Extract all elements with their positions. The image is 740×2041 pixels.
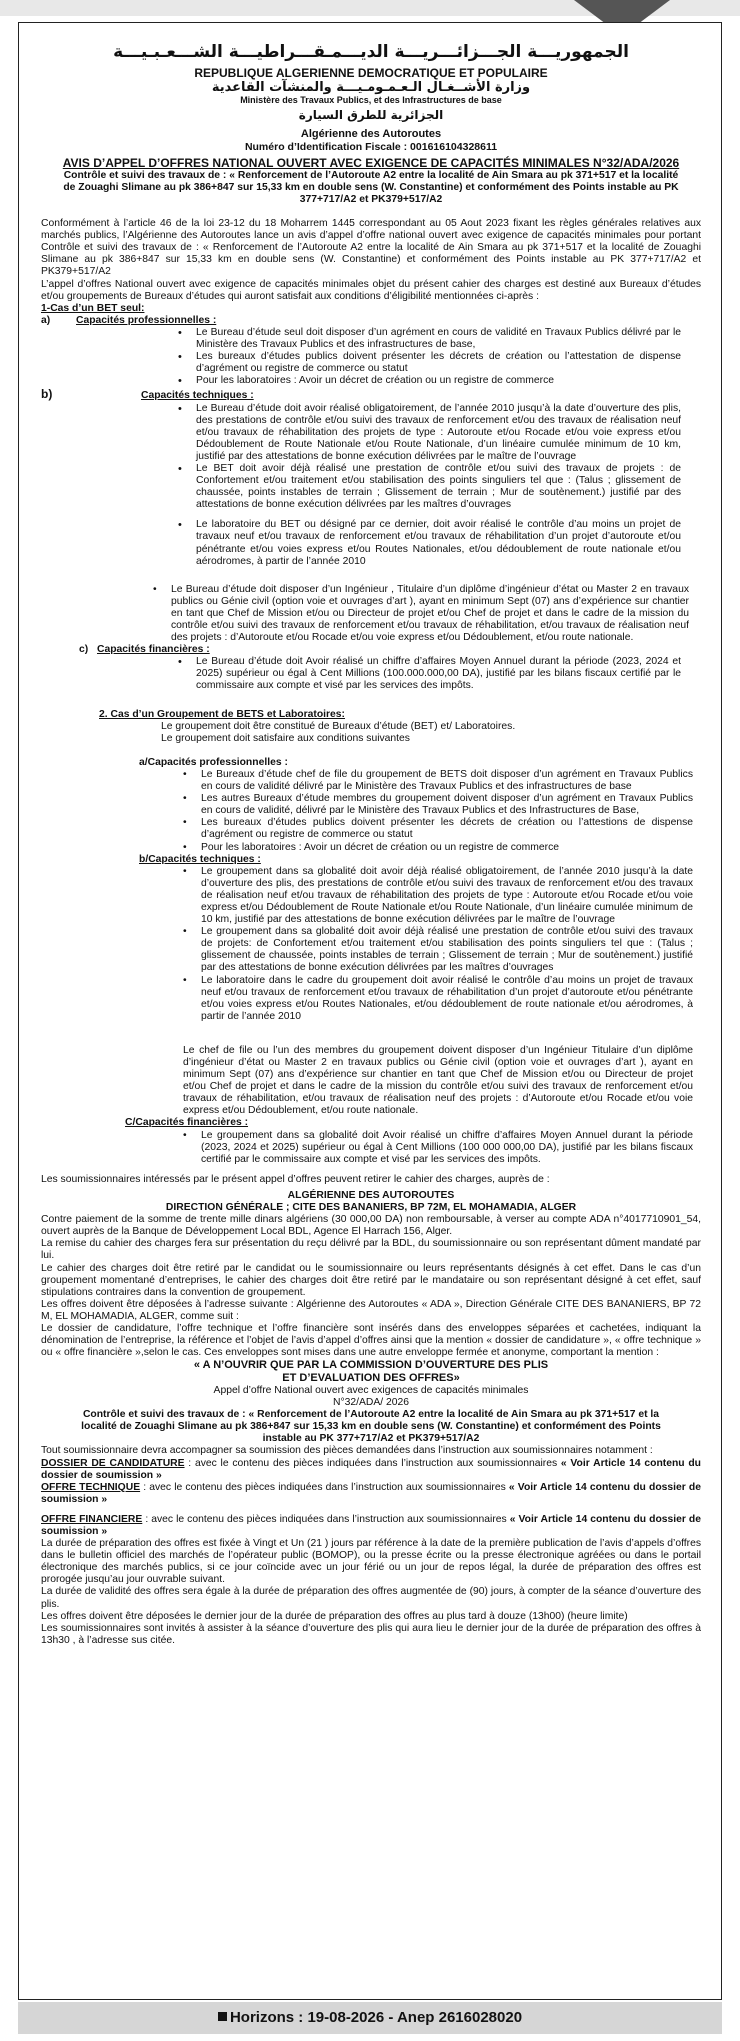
case1-a-item: • Les bureaux d’études publics doivent présenter les décrets de création ou l’attestation de dispense d’agrément ou registre de commerce ou statut <box>41 351 701 375</box>
case1-b-personnel: • Le Bureau d’étude doit disposer d’un Ingénieur , Titulaire d’un diplôme d’ingénieur d’état ou Master 2 en travaux publics ou Génie civil (option voie et ouvrages d’art ), ayant en minimum Sept (07) ans d’expérience sur chantier en tant que Chef de Mission et/ou ou Directeur de projet et/ou Chef de projet et dans le cadre de la mission du contrôle et/ou suivi des travaux de renforcement et/ou travaux de réhabilitation, et/ou travaux de réalisation neuf des projets : d’Autoroute et/ou Rocade et/ou voie express et/ou Dédoublement, et/ou route nationale. <box>41 584 701 644</box>
case1-c-title: Capacités financières : <box>97 644 210 656</box>
project-object: Contrôle et suivi des travaux de : « Renforcement de l’Autoroute A2 entre la localité de Ain Smara au pk 371+517 et la localité de Zouaghi Slimane au pk 386+847 sur 15,33 km en double sens (W. Constantine) et conformément des Points instable au PK 377+717/A2 et PK379+517/A2 <box>63 169 679 206</box>
closing-paragraph: La durée de préparation des offres est fixée à Vingt et Un (21 ) jours par référence à la date de la première publication de l’avis d’appels d’offres dans le bulletin officiel des marchés de l’opérateur public (BOMOP), ou la presse écrite ou la presse électronique agréées ou dans le portail électronique des marchés publics, si ce jour coïncide avec un jour férié ou un jour de repos légal, la durée de préparation des offres est prorogée jusqu’au jour ouvrable suivant. <box>41 1538 701 1586</box>
publication-footer <box>18 2002 722 2034</box>
closing-paragraph: La durée de validité des offres sera égale à la durée de préparation des offres augmentée de (90) jours, à compter de la séance d’ouverture des plis. <box>41 1586 701 1610</box>
withdraw-paragraph: Le dossier de candidature, l’offre technique et l’offre financière sont insérés dans des enveloppes séparées et cachetées, indiquant la dénomination de l’entreprise, la référence et l’objet de l’avis d’appel d’offres ainsi que la mention « dossier de candidature », « offre technique » ou « offre financière »,selon le cas. Ces enveloppes sont mises dans une autre enveloppe fermée et anonyme, comportant la mention : <box>41 1322 701 1359</box>
case2-b-item: • Le groupement dans sa globalité doit avoir déjà réalisé une prestation de contrôle et/ou suivi des travaux de projets: de Confortement et/ou traitement et/ou stabilisation des points singuliers tel que : (Talus ; glissement de chaussée, points instables de terrain ; Glissement de terrain ; Mur de soutènement.) justifié par des attestations de bonne exécution délivrées par les maîtres d’ouvrages <box>41 926 701 974</box>
case1-b-item: • Le Bureau d’étude doit avoir réalisé obligatoirement, de l’année 2010 jusqu’à la date d’ouverture des plis, des prestations de contrôle et/ou suivi des travaux de renforcement et/ou des travaux de réalisation neuf et/ou travaux de réhabilitation des projets de type : Autoroute et/ou Rocade et/ou voie express et/ou Dédoublement de Route Nationale et/ou Route Nationale, d’un linéaire cumulée minimum de 10 km, justifié par des attestations de bonne exécution délivrées par le maître de l’ouvrage <box>41 403 701 463</box>
fiscal-id: Numéro d’Identification Fiscale : 001616104328611 <box>244 140 498 153</box>
envelope-object: Contrôle et suivi des travaux de : « Renforcement de l’Autoroute A2 entre la localité de Ain Smara au pk 371+517 et la localité de Zouaghi Slimane au pk 386+847 sur 15,33 km en double sens (W. Constantine) et conformément des Points instable au PK 377+717/A2 et PK379+517/A2 <box>81 1409 661 1445</box>
envelope-mention-2: ET D’EVALUATION DES OFFRES» <box>282 1372 460 1385</box>
ministry-name: Ministère des Travaux Publics, et des Infrastructures de base <box>240 95 502 106</box>
case2-c-item: • Le groupement dans sa globalité doit Avoir réalisé un chiffre d’affaires Moyen Annuel durant la période (2023, 2024 et 2025) supérieur ou égal à Cent Millions (100 000 000,00 DA), justifié par les bilans fiscaux certifié par le commissaire aux compte et visé par les services des impôts. <box>41 1130 701 1166</box>
docs-financiere-label: OFFRE FINANCIERE <box>41 1513 143 1525</box>
arabic-republic-title: الجمهوريـــة الجـــزائـــريـــة الديـــمـقـــراطيـــة الشـــعـبـيـــة <box>113 42 629 62</box>
footer-text: Horizons : 19-08-2026 - Anep 2616028020 <box>229 2009 523 2026</box>
case2-line1: Le groupement doit être constitué de Bureaux d’étude (BET) et/ Laboratoires. <box>161 720 516 732</box>
case1-a-item: • Le Bureau d’étude seul doit disposer d’un agrément en cours de validité en Travaux Publics délivré par le Ministère des Travaux Publics et des infrastructures de base, <box>41 327 701 351</box>
case2-b-personnel: Le chef de file ou l’un des membres du groupement doivent disposer d’un Ingénieur Titulaire d’un diplôme d’ingénieur d’état ou Master 2 en travaux publics ou Génie civil (option voie et ouvrages d’art ), ayant en minimum Sept (07) ans d’expérience sur chantier en tant que Chef de Mission et/ou ou Directeur de projet et/ou Chef de projet et dans le cadre de la mission du contrôle et/ou suivi des travaux de renforcement et/ou travaux de réhabilitation, et/ou travaux de réalisation neuf des projets : d’Autoroute et/ou Rocade et/ou voie express et/ou Dédoublement, et/ou route nationale. <box>183 1044 693 1117</box>
withdraw-paragraph: La remise du cahier des charges fera sur présentation du reçu délivré par la BDL, du soumissionnaire ou son représentant dûment mandaté par lui. <box>41 1238 701 1262</box>
case1-title: 1-Cas d’un BET seul: <box>41 302 145 314</box>
case1-c-key: c) <box>79 644 89 656</box>
docs-technique <box>41 1482 701 1506</box>
docs-candidature-text: : avec le contenu des pièces indiquées dans l’instruction aux soumissionnaires <box>184 1457 561 1469</box>
closing-paragraph: Les offres doivent être déposées le dernier jour de la durée de préparation des offres au plus tard à douze (13h00) (heure limite) <box>41 1610 628 1622</box>
case2-a-title: a/Capacités professionnelles : <box>139 756 288 768</box>
case2-line2: Le groupement doit satisfaire aux conditions suivantes <box>161 732 410 744</box>
footer-square-icon <box>218 2012 227 2021</box>
docs-intro: Tout soumissionnaire devra accompagner sa soumission des pièces demandées dans l’instruction aux soumissionnaires notamment : <box>41 1445 653 1457</box>
case1-a-heading <box>41 315 701 327</box>
agency-name: Algérienne des Autoroutes <box>300 127 442 140</box>
case1-a-title: Capacités professionnelles : <box>76 314 217 326</box>
case1-b-item: • Le laboratoire du BET ou désigné par ce dernier, doit avoir réalisé le contrôle d’au moins un projet de travaux neuf et/ou travaux de renforcement et/ou travaux de réhabilitation d’un projet d’autoroute et/ou pénétrante et/ou voies express et/ou Routes Nationales, et/ou dédoublement de route nationale et/ou aérodromes, à partir de l’année 2010 <box>41 519 701 567</box>
case1-a-item: • Pour les laboratoires : Avoir un décret de création ou un registre de commerce <box>41 375 701 387</box>
case2-a-item: • Le Bureaux d’étude chef de file du groupement de BETS doit disposer d’un agrément en Travaux Publics en cours de validité délivré par le Ministère des Travaux Publics et des infrastructures de base <box>41 769 701 793</box>
case2-b-item: • Le laboratoire dans le cadre du groupement doit avoir réalisé le contrôle d’au moins un projet de travaux neuf et/ou travaux de renforcement et/ou travaux de réhabilitation d’un projet d’autoroute et/ou pénétrante et/ou voies express et/ou Routes Nationales, et/ou dédoublement de route nationale et/ou aérodromes, à partir de l’année 2010 <box>41 975 701 1023</box>
arabic-agency: الجزائرية للطرق السيارة <box>298 107 444 122</box>
docs-financiere <box>41 1514 701 1538</box>
docs-candidature <box>41 1458 701 1482</box>
notice-title <box>41 156 701 170</box>
republic-title: REPUBLIQUE ALGERIENNE DEMOCRATIQUE ET POPULAIRE <box>194 65 548 80</box>
docs-technique-text: : avec le contenu des pièces indiquées dans l’instruction aux soumissionnaires <box>140 1481 509 1493</box>
envelope-mention-3: Appel d’offre National ouvert avec exigences de capacités minimales <box>213 1384 529 1396</box>
case1-b-heading <box>41 387 701 402</box>
notice-title-part-a: AVIS D’APPEL D’OFFRES NATIONAL OUVERT <box>62 155 327 170</box>
withdraw-intro: Les soumissionnaires intéressés par le présent appel d’offres peuvent retirer le cahier des charges, auprès de : <box>41 1173 550 1185</box>
withdraw-address-1: ALGÉRIENNE DES AUTOROUTES <box>287 1189 455 1201</box>
envelope-mention-4: N°32/ADA/ 2026 <box>332 1397 409 1409</box>
case1-b-item: • Le BET doit avoir déjà réalisé une prestation de contrôle et/ou suivi des travaux de projets : de Confortement et/ou traitement et/ou stabilisation des points singuliers tel que : (Talus ; glissement de chaussée, points instables de terrain ; Glissement de terrain ; Mur de soutènement.) justifié par des attestations de bonne exécution délivrées par les maîtres d’ouvrages <box>41 463 701 511</box>
case1-c-heading <box>41 644 701 656</box>
docs-financiere-ref: « Voir Article 14 contenu du dossier de soumission » <box>41 1513 702 1538</box>
docs-financiere-text: : avec le contenu des pièces indiquées dans l’instruction aux soumissionnaires <box>142 1513 510 1525</box>
case2-a-item: • Les bureaux d’études publics doivent présenter les décrets de création ou l’attestions de dispense d’agrément ou registre de commerce ou statut <box>41 817 701 841</box>
case2-b-item: • Le groupement dans sa globalité doit avoir déjà réalisé obligatoirement, de l’année 2010 jusqu’à la date d’ouverture des plis, des prestations de contrôle et/ou suivi des travaux de renforcement et/ou des travaux de réalisation neuf et/ou travaux de réhabilitation des projets de type : Autoroute et/ou Rocade et/ou voie express et/ou Dédoublement de Route Nationale et/ou Route Nationale, d’un linéaire cumulée minimum de 10 km, justifié par des attestations de bonne exécution délivrées par le maître de l’ouvrage <box>41 866 701 926</box>
case2-title: 2. Cas d’un Groupement de BETS et Laboratoires: <box>99 708 345 720</box>
case2-b-title: b/Capacités techniques : <box>139 853 261 865</box>
notice-title-part-b: AVEC EXIGENCE DE CAPACITÉS MINIMALES N°32/ADA/2026 <box>326 155 680 170</box>
envelope-mention-1: « A N’OUVRIR QUE PAR LA COMMISSION D’OUVERTURE DES PLIS <box>193 1359 549 1372</box>
case2-c-title: C/Capacités financières : <box>125 1117 249 1129</box>
withdraw-paragraph: Le cahier des charges doit être retiré par le candidat ou le soumissionnaire ou leurs représentants désignés à cet effet. Dans le cas d’un groupement momentané d’entreprises, le cahier des charges doit être retiré par le mandataire ou son représentant désigné à cet effet, sauf stipulations contraires dans la convention de groupement. <box>41 1262 701 1298</box>
withdraw-paragraph: Contre paiement de la somme de trente mille dinars algériens (30 000,00 DA) non remboursable, à verser au compte ADA n°4017710901_54, ouvert auprès de la Banque de Développement Local BDL, Agence El Harrach 156, Alger. <box>41 1214 701 1238</box>
intro-paragraph-1: Conformément à l’article 46 de la loi 23-12 du 18 Moharrem 1445 correspondant au 05 Aout 2023 fixant les règles générales relatives aux marchés publics, l’Algérienne des Autoroutes lance un avis d’appel d’offre national ouvert avec exigence de capacités minimales pour portant Contrôle et suivi des travaux de : « Renforcement de l’Autoroute A2 entre la localité de Ain Smara au pk 371+517 et la localité de Zouaghi Slimane au pk 386+847 sur 15,33 km en double sens (W. Constantine) et conformément des Points instable au PK 377+717/A2 et PK379+517/A2 <box>41 218 701 278</box>
case1-b-key: b) <box>41 387 53 402</box>
case2-a-item: • Les autres Bureaux d’étude membres du groupement doivent disposer d’un agrément en Travaux Publics en cours de validité, délivré par le Ministère des Travaux Publics et des Infrastructures de Base, <box>41 793 701 817</box>
withdraw-paragraph: Les offres doivent être déposées à l’adresse suivante : Algérienne des Autoroutes « ADA », Direction Générale CITE DES BANANIERS, BP 72 M, EL MOHAMADIA, ALGER, comme suit : <box>41 1298 701 1322</box>
intro-paragraph-2: L’appel d’offres National ouvert avec exigence de capacités minimales objet du présent cahier des charges est destiné aux Bureaux d’études et/ou groupements de Bureaux d’études qui auront satisfait aux conditions d’éligibilité mentionnées ci-après : <box>41 278 701 302</box>
docs-candidature-label: DOSSIER DE CANDIDATURE <box>41 1457 185 1469</box>
docs-technique-label: OFFRE TECHNIQUE <box>41 1481 141 1493</box>
case2-a-item: • Pour les laboratoires : Avoir un décret de création ou un registre de commerce <box>41 842 701 854</box>
case1-c-item: • Le Bureau d’étude doit Avoir réalisé un chiffre d’affaires Moyen Annuel durant la période (2023, 2024 et 2025) supérieur ou égal à Cent Millions (100.000.000,00 DA), justifié par les bilans fiscaux certifié par le commissaire aux compte et visé par les services des impôts. <box>41 656 701 692</box>
announcement-frame <box>18 22 722 2000</box>
withdraw-address-2: DIRECTION GÉNÉRALE ; CITE DES BANANIERS, BP 72M, EL MOHAMADIA, ALGER <box>165 1202 577 1214</box>
docs-technique-ref: « Voir Article 14 contenu du dossier de soumission » <box>41 1481 701 1505</box>
docs-candidature-ref: « Voir Article 14 contenu du dossier de soumission » <box>41 1457 701 1481</box>
arabic-ministry: وزارة الأشــغـال الـعـمـومـيـــة والمنشآت القاعدية <box>211 79 531 95</box>
case1-a-key: a) <box>41 314 51 326</box>
closing-paragraph: Les soumissionnaires sont invités à assister à la séance d’ouverture des plis qui aura lieu le dernier jour de la durée de préparation des offres à 13h30 , à l’adresse sus citée. <box>41 1622 701 1646</box>
case1-b-title: Capacités techniques : <box>141 390 254 402</box>
